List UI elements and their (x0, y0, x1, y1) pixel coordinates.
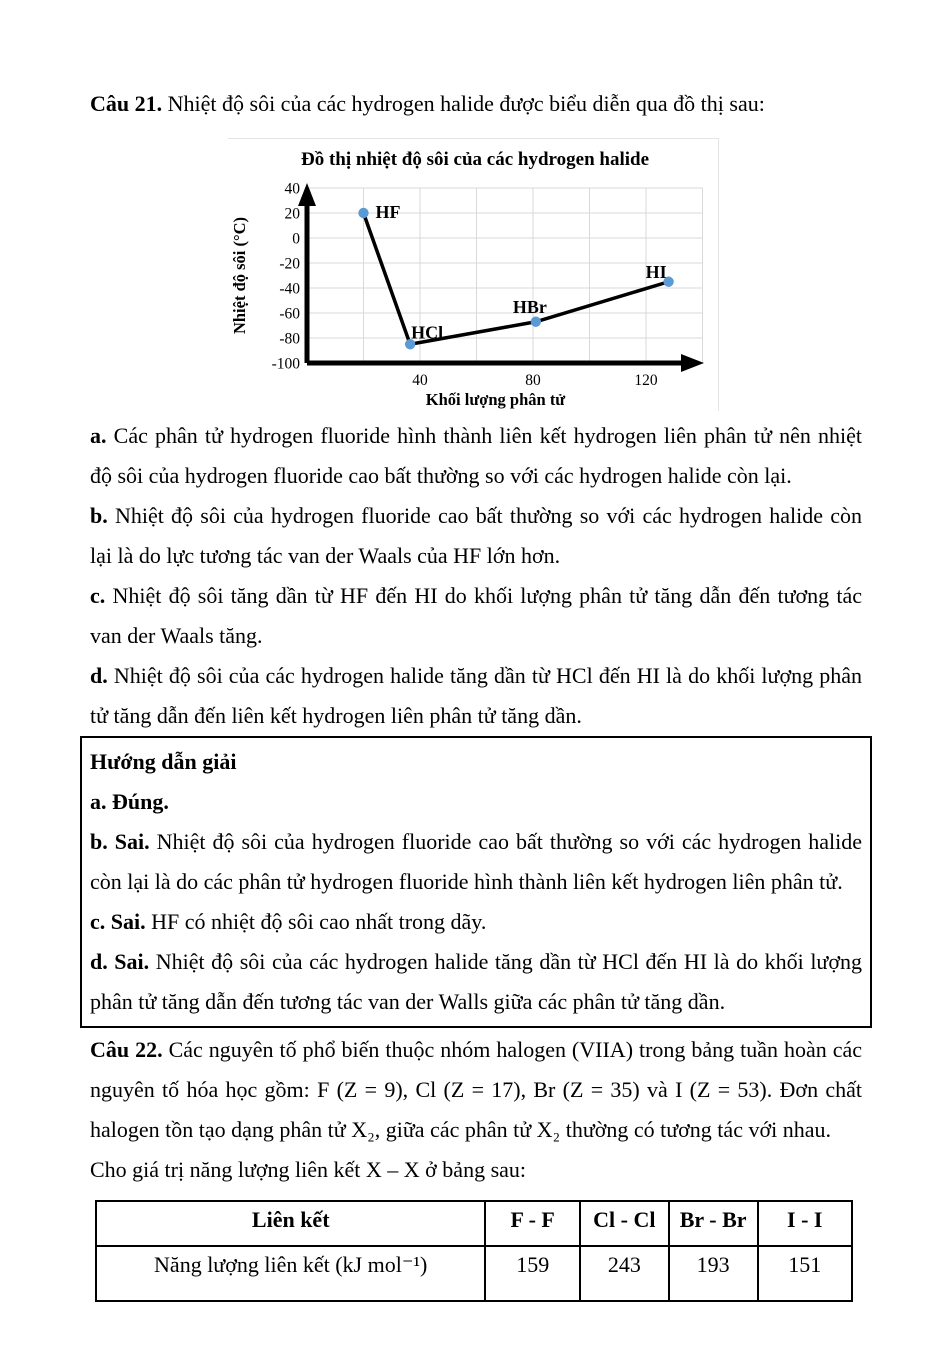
table-header-cell: Liên kết (96, 1201, 485, 1246)
y-tick-label: -80 (279, 330, 300, 348)
y-axis-label: Nhiệt độ sôi (°C) (230, 216, 249, 335)
text-line: tử tăng dẫn đến liên kết hydrogen liên phân tử tăng dần. (90, 703, 582, 728)
text-line: còn lại là do các phân tử hydrogen fluoride hình thành liên kết hydrogen liên phân tử. (90, 869, 843, 894)
y-tick-label: -60 (279, 305, 300, 323)
text-line: Hướng dẫn giải (90, 749, 237, 774)
boiling-point-chart (228, 138, 719, 411)
text-line: độ sôi của hydrogen fluoride cao bất thường so với các hydrogen halide còn lại. (90, 463, 792, 488)
text-line: Câu 21. Nhiệt độ sôi của các hydrogen halide được biểu diễn qua đồ thị sau: (90, 91, 765, 116)
x-axis-arrow-icon (681, 354, 704, 372)
text-line: halogen tồn tạo dạng phân tử X₂, giữa các phân tử X₂ thường có tương tác với nhau. (90, 1117, 831, 1142)
bond-energy-table (95, 1200, 853, 1302)
table-cell: 193 (669, 1246, 758, 1301)
y-tick-label: 40 (284, 180, 300, 198)
text-line: d. Sai. Nhiệt độ sôi của các hydrogen halide tăng dần từ HCl đến HI là do khối lượng (90, 949, 862, 974)
table-cell: 151 (758, 1246, 852, 1301)
y-tick-label: -100 (271, 355, 300, 373)
text-line: Cho giá trị năng lượng liên kết X – X ở bảng sau: (90, 1157, 527, 1182)
x-axis-label: Khối lượng phân tử (425, 390, 566, 409)
data-point-label: HI (645, 261, 667, 282)
table-header-row (96, 1201, 852, 1246)
data-point-label: HBr (512, 296, 547, 317)
chart-title: Đồ thị nhiệt độ sôi của các hydrogen halide (300, 149, 650, 170)
y-tick-label: -40 (279, 280, 300, 298)
table-header-cell: Cl - Cl (580, 1201, 669, 1246)
table-cell: 159 (485, 1246, 579, 1301)
question-21-options (90, 416, 862, 736)
y-tick-label: -20 (279, 255, 300, 273)
series-line (364, 213, 669, 344)
y-tick-label: 0 (292, 230, 300, 248)
solution-box (80, 736, 872, 1028)
question-21-intro (90, 84, 862, 124)
question-22-intro (90, 1030, 862, 1190)
table-cell: Năng lượng liên kết (kJ mol⁻¹) (96, 1246, 485, 1301)
data-point-label: HCl (411, 322, 444, 343)
text-line: Câu 22. Các nguyên tố phổ biến thuộc nhóm halogen (VIIA) trong bảng tuần hoàn các (90, 1037, 863, 1062)
table-cell: 243 (580, 1246, 669, 1301)
text-line: a. Các phân tử hydrogen fluoride hình thành liên kết hydrogen liên phân tử nên nhiệt (90, 423, 862, 448)
text-line: phân tử tăng dẫn đến tương tác van der Walls giữa các phân tử tăng dần. (90, 989, 726, 1014)
chart-canvas (228, 139, 718, 411)
text-line: lại là do lực tương tác van der Waals của HF lớn hơn. (90, 543, 561, 568)
text-line: c. Sai. HF có nhiệt độ sôi cao nhất trong dãy. (90, 909, 487, 934)
text-line: b. Nhiệt độ sôi của hydrogen fluoride cao bất thường so với các hydrogen halide còn (90, 503, 862, 528)
table-header-cell: I - I (758, 1201, 852, 1246)
data-point (358, 208, 368, 218)
table-header-cell: Br - Br (669, 1201, 758, 1246)
text-line: nguyên tố hóa học gồm: F (Z = 9), Cl (Z = 17), Br (Z = 35) và I (Z = 53). Đơn chất (90, 1077, 862, 1102)
text-line: van der Waals tăng. (90, 623, 263, 648)
table-header-cell: F - F (485, 1201, 579, 1246)
x-tick-label: 120 (634, 372, 658, 389)
data-point-label: HF (375, 202, 401, 222)
text-line: a. Đúng. (90, 789, 169, 814)
y-axis-arrow-icon (298, 183, 316, 206)
x-tick-label: 80 (525, 372, 541, 389)
text-line: c. Nhiệt độ sôi tăng dần từ HF đến HI do khối lượng phân tử tăng dẫn đến tương tác (90, 583, 862, 608)
y-tick-label: 20 (284, 205, 300, 223)
text-line: d. Nhiệt độ sôi của các hydrogen halide tăng dần từ HCl đến HI là do khối lượng phân (90, 663, 862, 688)
text-line: b. Sai. Nhiệt độ sôi của hydrogen fluoride cao bất thường so với các hydrogen halide (90, 829, 862, 854)
data-point (531, 317, 541, 327)
table-row (96, 1246, 852, 1301)
x-tick-label: 40 (412, 372, 428, 389)
